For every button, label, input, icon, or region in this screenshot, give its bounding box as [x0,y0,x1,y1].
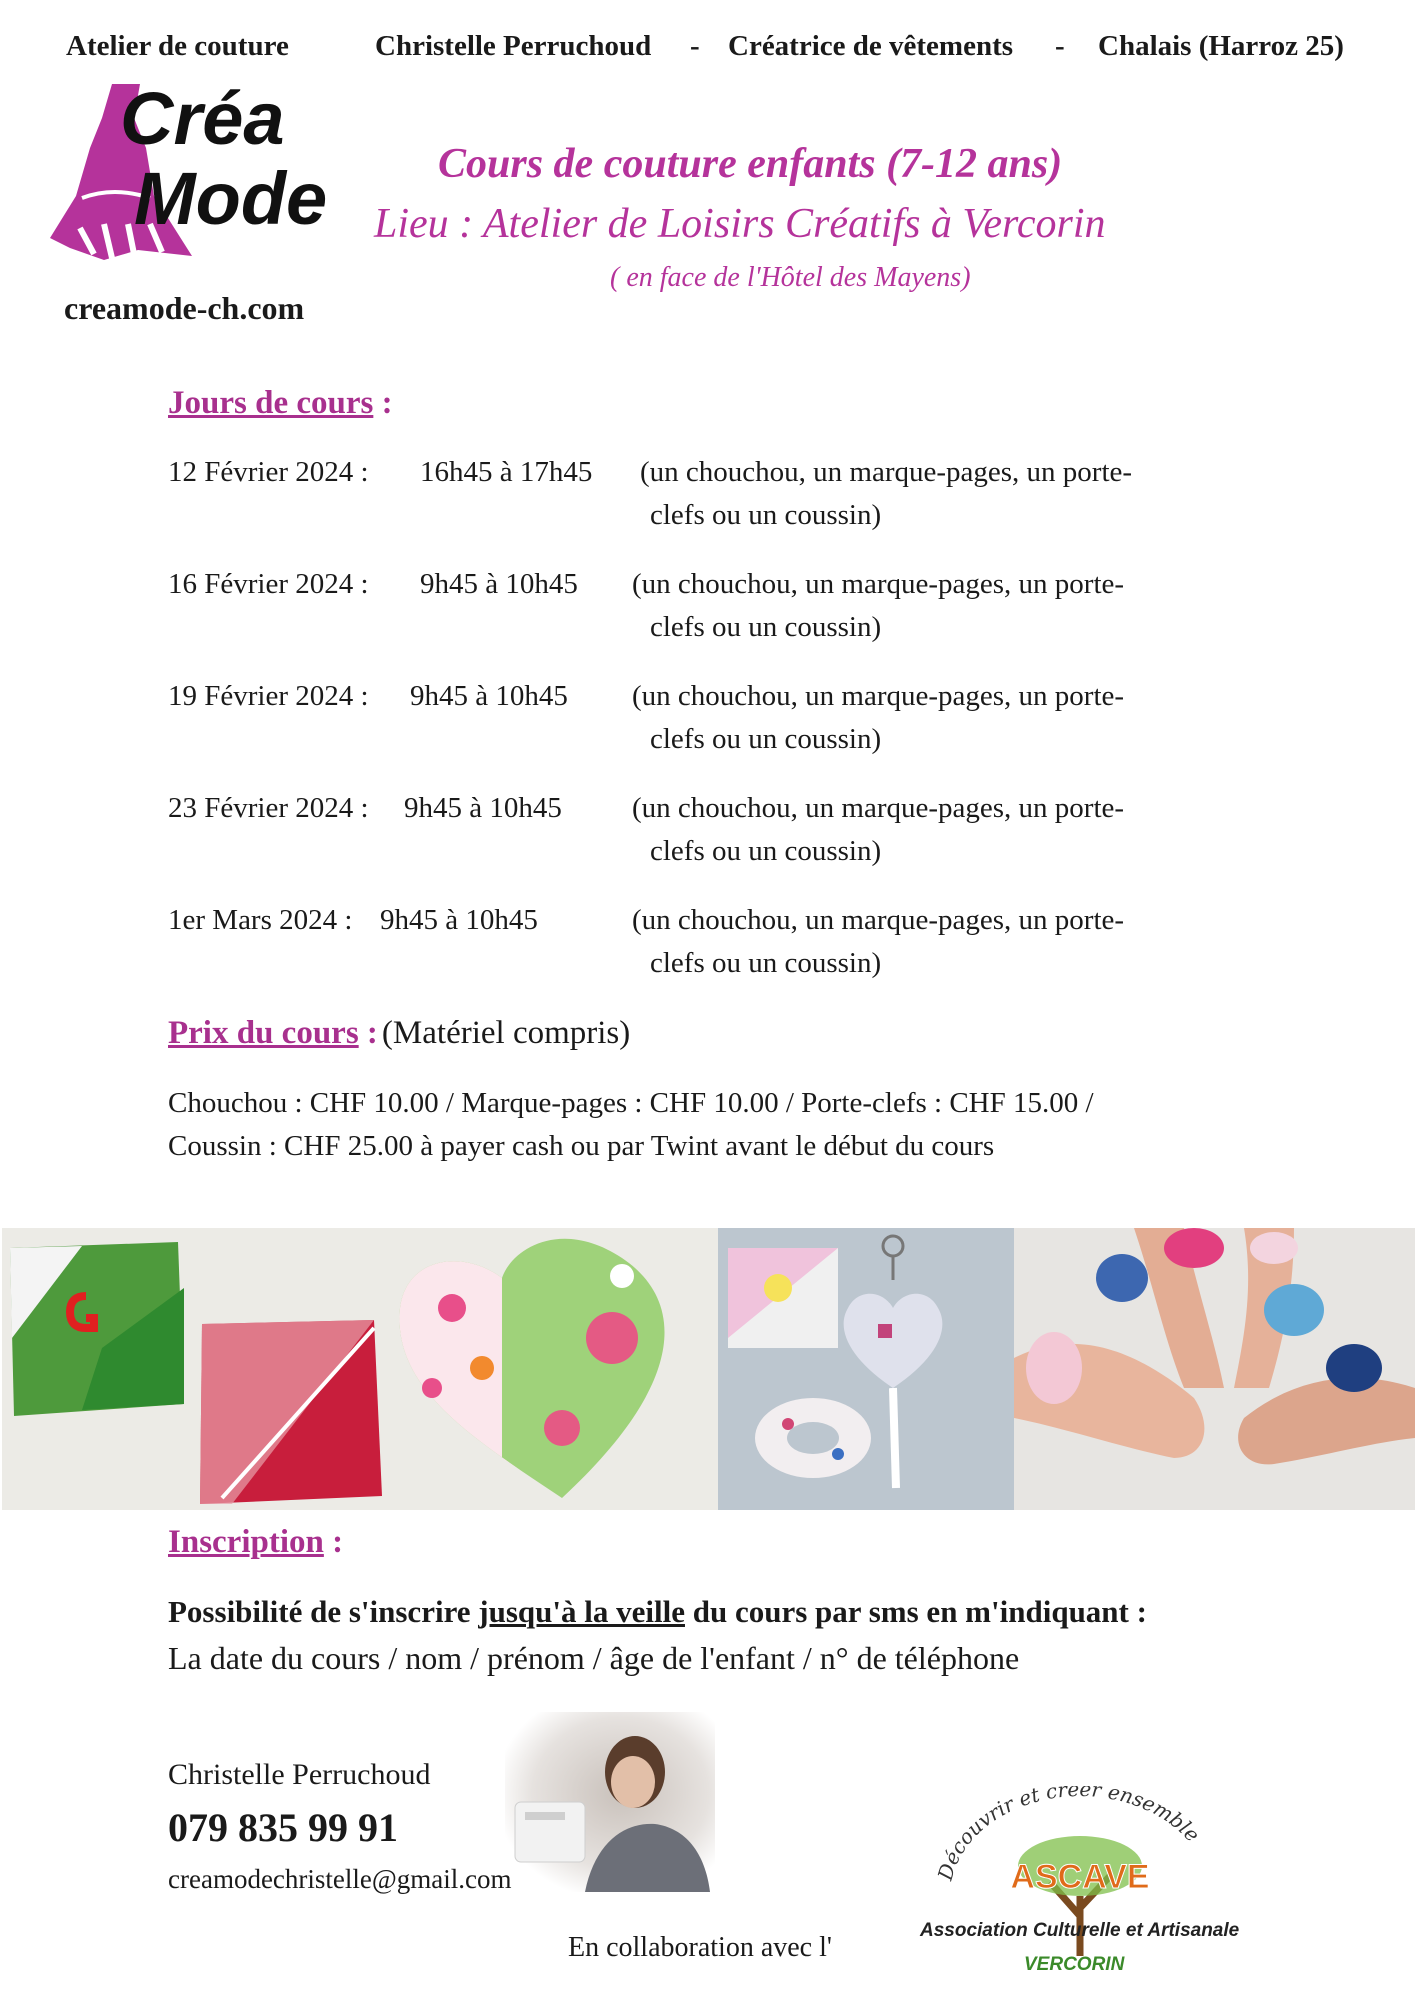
website: creamode-ch.com [64,290,305,326]
schedule-date: 23 Février 2024 : [168,792,369,824]
course-location: Lieu : Atelier de Loisirs Créatifs à Vercorin [374,201,1106,247]
course-location-note: ( en face de l'Hôtel des Mayens) [610,262,971,293]
contact-email[interactable]: creamodechristelle@gmail.com [168,1864,512,1894]
schedule-desc-cont: clefs ou un coussin) [650,947,882,979]
contact-name: Christelle Perruchoud [168,1758,431,1791]
schedule-desc-cont: clefs ou un coussin) [650,835,882,867]
contact-phone[interactable]: 079 835 99 91 [168,1805,398,1850]
schedule-desc: (un chouchou, un marque-pages, un porte- [632,792,1125,824]
creamode-logo [42,78,327,283]
schedule-time: 9h45 à 10h45 [410,680,568,712]
header-name: Christelle Perruchoud [375,30,652,62]
schedule-date: 1er Mars 2024 : [168,904,353,936]
schedule-date: 12 Février 2024 : [168,456,369,488]
ascave-arc-text: Découvrir et créer ensemble [932,1786,1205,1883]
header-location: Chalais (Harroz 25) [1098,30,1344,62]
price-heading-line [168,1015,630,1052]
schedule-date: 19 Février 2024 : [168,680,369,712]
ascave-town: VERCORIN [1024,1954,1125,1975]
course-title: Cours de couture enfants (7-12 ans) [438,141,1063,187]
price-line: Coussin : CHF 25.00 à payer cash ou par Twint avant le début du cours [168,1130,995,1162]
logo-crea: Créa [120,77,285,160]
registration-fields: La date du cours / nom / prénom / âge de l'enfant / n° de téléphone [168,1640,1020,1676]
schedule-time: 9h45 à 10h45 [420,568,578,600]
ascave-name: ASCAVE [1010,1858,1150,1896]
schedule-heading: Jours de cours : [168,385,393,421]
price-note: (Matériel compris) [381,1015,631,1051]
photo-cushions-heart [2,1228,718,1510]
schedule-desc-cont: clefs ou un coussin) [650,611,882,643]
photo-hands-scrunchies [1014,1228,1415,1510]
photo-keychain-scrunchie [718,1228,1014,1510]
schedule-time: 9h45 à 10h45 [404,792,562,824]
photo-seamstress [505,1712,715,1892]
registration-instructions: Possibilité de s'inscrire jusqu'à la veille du cours par sms en m'indiquant : [168,1594,1147,1629]
schedule-desc-cont: clefs ou un coussin) [650,723,882,755]
collaboration-text: En collaboration avec l' [568,1932,832,1963]
schedule-desc: (un chouchou, un marque-pages, un porte- [640,456,1133,488]
schedule-desc: (un chouchou, un marque-pages, un porte- [632,568,1125,600]
schedule-desc: (un chouchou, un marque-pages, un porte- [632,680,1125,712]
header-atelier: Atelier de couture [66,30,289,62]
price-heading: Prix du cours : [168,1015,378,1051]
schedule-desc: (un chouchou, un marque-pages, un porte- [632,904,1125,936]
price-line: Chouchou : CHF 10.00 / Marque-pages : CHF 10.00 / Porte-clefs : CHF 15.00 / [168,1087,1094,1119]
ascave-subtitle: Association Culturelle et Artisanale [920,1920,1240,1941]
schedule-desc-cont: clefs ou un coussin) [650,499,882,531]
schedule-time: 16h45 à 17h45 [420,456,593,488]
header-separator: - [1055,30,1065,62]
header-separator: - [690,30,700,62]
price-details [168,1082,1288,1168]
logo-mode: Mode [134,157,328,240]
header-role: Créatrice de vêtements [728,30,1014,62]
schedule-date: 16 Février 2024 : [168,568,369,600]
schedule-time: 9h45 à 10h45 [380,904,538,936]
registration-heading: Inscription : [168,1524,344,1560]
